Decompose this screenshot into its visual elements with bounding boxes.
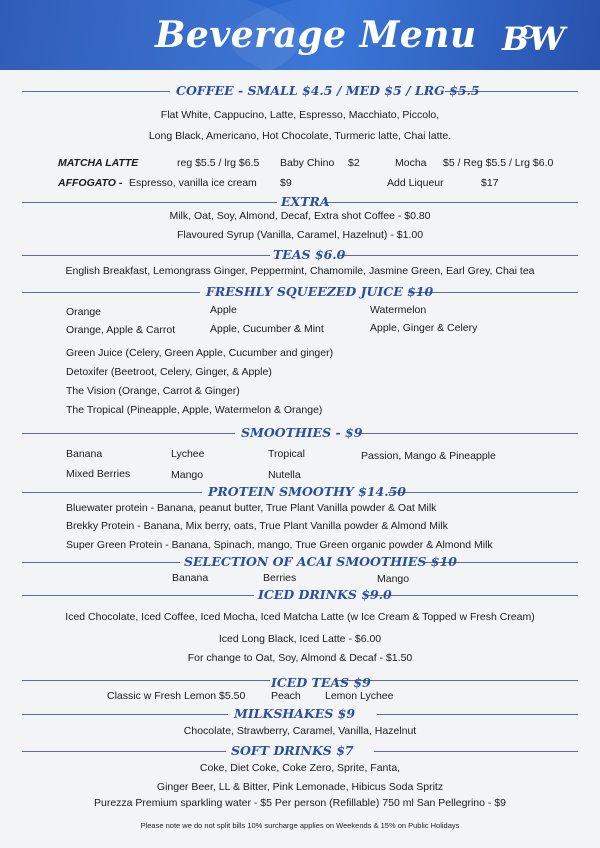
matcha-latte-label: MATCHA LATTE: [58, 157, 139, 169]
svg-text:BW: BW: [502, 20, 565, 58]
section-heading-soft-drinks: SOFT DRINKS $7: [231, 743, 354, 758]
affogato-desc: Espresso, vanilla ice cream: [129, 177, 257, 189]
acai-item: Mango: [377, 573, 410, 585]
iced-tea-item: Classic w Fresh Lemon $5.50: [107, 690, 246, 702]
section-heading-milkshakes: MILKSHAKES $9: [234, 706, 356, 721]
divider: [22, 202, 277, 203]
page-title: Beverage Menu: [155, 14, 477, 56]
divider: [356, 433, 578, 434]
divider: [336, 680, 578, 681]
juice-item: Green Juice (Celery, Green Apple, Cucumber and ginger): [66, 347, 334, 359]
section-heading-acai: SELECTION OF ACAI SMOOTHIES $10: [184, 554, 457, 569]
smoothie-item: Banana: [66, 448, 103, 460]
juice-item: Detoxifer (Beetroot, Celery, Ginger, & Apple): [66, 366, 272, 378]
section-heading-teas: TEAS $6.0: [273, 247, 346, 262]
divider: [22, 433, 235, 434]
soft-drink-line: Ginger Beer, LL & Bitter, Pink Lemonade, Hibicus Soda Spritz: [156, 781, 444, 793]
divider: [388, 492, 578, 493]
juice-item: Orange: [66, 306, 102, 318]
section-heading-iced-teas: ICED TEAS $9: [271, 675, 371, 690]
iced-line: Iced Long Black, Iced Latte - $6.00: [218, 633, 382, 645]
divider: [22, 255, 270, 256]
divider: [366, 595, 578, 596]
divider: [408, 292, 578, 293]
affogato-label: AFFOGATO -: [58, 177, 123, 189]
iced-line: Iced Chocolate, Iced Coffee, Iced Mocha, Iced Matcha Latte (w Ice Cream & Topped w Fresh Cream): [65, 611, 535, 623]
section-heading-juice: FRESHLY SQUEEZED JUICE $10: [206, 284, 434, 299]
section-heading-iced: ICED DRINKS $9.0: [258, 587, 392, 602]
section-heading-protein: PROTEIN SMOOTHY $14.50: [208, 484, 406, 499]
smoothie-item: Mixed Berries: [66, 468, 131, 480]
iced-tea-item: Lemon Lychee: [325, 690, 394, 702]
divider: [22, 562, 180, 563]
soft-drink-line: Purezza Premium sparkling water - $5 Per person (Refillable) 750 ml San Pellegrino - $9: [93, 797, 507, 809]
baby-chino-label: Baby Chino: [280, 157, 335, 169]
juice-item: Apple, Cucumber & Mint: [210, 323, 324, 335]
smoothie-item: Mango: [171, 469, 204, 481]
smoothie-item: Passion, Mango & Pineapple: [361, 450, 496, 462]
milkshake-line: Chocolate, Strawberry, Caramel, Vanilla, Hazelnut: [183, 725, 417, 737]
soft-drink-line: Coke, Diet Coke, Coke Zero, Sprite, Fanta,: [199, 762, 401, 774]
mocha-label: Mocha: [395, 157, 427, 169]
liqueur-label: Add Liqueur: [387, 177, 444, 189]
divider: [374, 751, 578, 752]
header-banner: [0, 0, 600, 70]
section-heading-smoothies: SMOOTHIES - $9: [241, 425, 363, 440]
juice-item: Watermelon: [370, 304, 427, 316]
divider: [324, 202, 578, 203]
smoothie-item: Tropical: [268, 448, 305, 460]
juice-item: Apple, Ginger & Celery: [370, 322, 478, 334]
divider: [22, 751, 226, 752]
divider: [22, 714, 228, 715]
juice-item: The Vision (Orange, Carrot & Ginger): [66, 385, 240, 397]
smoothie-item: Nutella: [268, 469, 301, 481]
divider: [22, 292, 200, 293]
divider: [22, 595, 254, 596]
juice-item: The Tropical (Pineapple, Apple, Watermelon & Orange): [66, 404, 323, 416]
matcha-latte-price: reg $5.5 / lrg $6.5: [177, 157, 260, 169]
juice-item: Orange, Apple & Carrot: [66, 324, 176, 336]
coffee-line: Flat White, Cappucino, Latte, Espresso, Macchiato, Piccolo,: [160, 109, 440, 121]
juice-item: Apple: [210, 304, 237, 316]
extra-line: Milk, Oat, Soy, Almond, Decaf, Extra shot Coffee - $0.80: [169, 210, 431, 222]
baby-chino-price: $2: [348, 157, 360, 169]
teas-line: English Breakfast, Lemongrass Ginger, Peppermint, Chamomile, Jasmine Green, Earl Grey, Chai tea: [65, 265, 535, 277]
divider: [22, 492, 202, 493]
protein-item: Super Green Protein - Banana, Spinach, mango, True Green organic powder & Almond Milk: [66, 539, 493, 551]
footer-note: Please note we do not split bills 10% surcharge applies on Weekends & 15% on Public Holidays: [140, 821, 460, 830]
coffee-line: Long Black, Americano, Hot Chocolate, Turmeric latte, Chai latte.: [148, 130, 452, 142]
divider: [22, 680, 270, 681]
acai-item: Berries: [263, 572, 297, 584]
smoothie-item: Lychee: [171, 448, 205, 460]
acai-item: Banana: [172, 572, 209, 584]
divider: [22, 91, 170, 92]
section-heading-extra: EXTRA: [281, 194, 330, 209]
protein-item: Brekky Protein - Banana, Mix berry, oats, True Plant Vanilla powder & Almond Milk: [66, 520, 448, 532]
protein-item: Bluewater protein - Banana, peanut butter, True Plant Vanilla powder & Oat Milk: [66, 502, 437, 514]
iced-tea-item: Peach: [271, 690, 301, 702]
iced-line: For change to Oat, Soy, Almond & Decaf - $1.50: [187, 652, 413, 664]
section-heading-coffee: COFFEE - SMALL $4.5 / MED $5 / LRG $5.5: [176, 83, 480, 98]
extra-line: Flavoured Syrup (Vanilla, Caramel, Hazelnut) - $1.00: [176, 229, 424, 241]
divider: [377, 714, 578, 715]
mocha-price: $5 / Reg $5.5 / Lrg $6.0: [443, 157, 554, 169]
divider: [340, 255, 578, 256]
liqueur-price: $17: [481, 177, 499, 189]
brand-logo: [500, 18, 568, 58]
affogato-price: $9: [280, 177, 292, 189]
